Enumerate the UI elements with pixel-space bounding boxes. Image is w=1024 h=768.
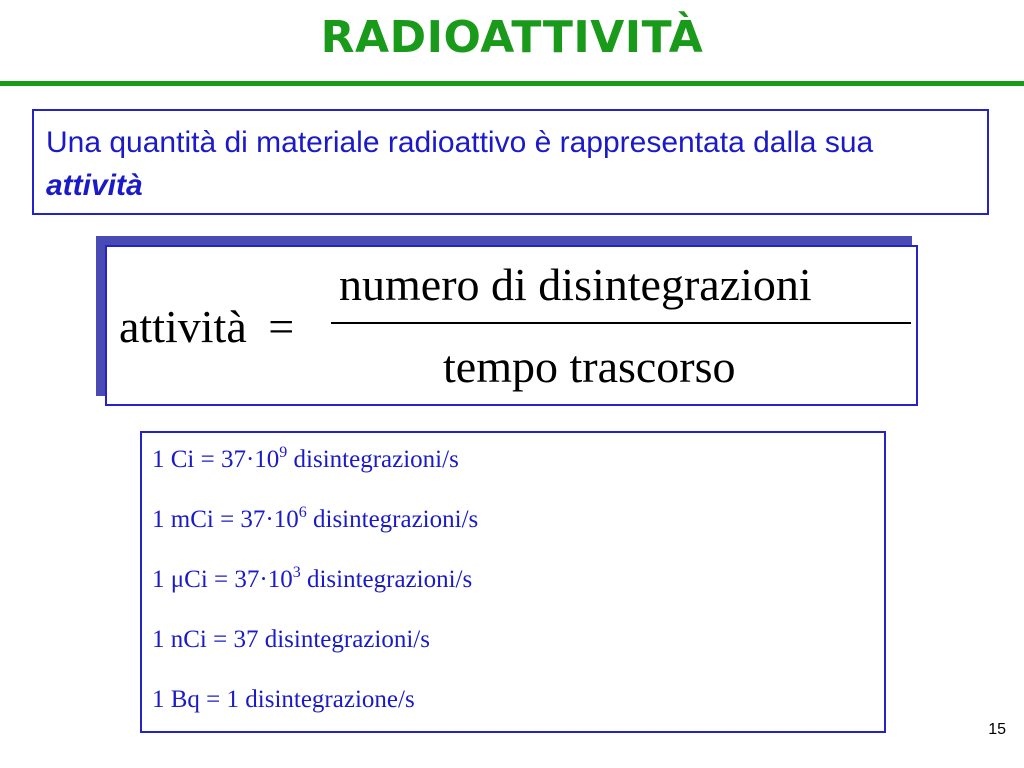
unit-exponent: 3 [292,564,301,581]
unit-exponent: 9 [279,444,288,461]
unit-text: 1 Bq = 1 disintegrazione/s [152,686,415,713]
formula-numerator: numero di disintegrazioni [339,259,812,310]
unit-text: disintegrazioni/s [300,566,473,593]
unit-text: 1 mCi = 37·10 [152,506,299,533]
unit-text: disintegrazioni/s [306,506,479,533]
formula-denominator: tempo trascorso [443,341,736,392]
unit-line-mci [152,503,874,563]
formula-lhs-label: attività [119,301,247,352]
unit-text: disintegrazioni/s [287,446,459,473]
unit-line-bq [152,683,874,743]
definition-text: Una quantità di materiale radioattivo è rappresentata dalla sua [46,126,874,159]
page-number: 15 [988,721,1006,738]
unit-text: 1 μCi = 37·10 [152,566,293,593]
fraction-bar [331,322,911,324]
unit-line-uci [152,563,874,623]
unit-text: 1 Ci = 37·10 [152,446,280,473]
unit-exponent: 6 [298,504,307,521]
slide-title: RADIOATTIVITÀ [320,12,704,63]
formula-lhs [119,299,294,355]
definition-box [32,109,989,215]
unit-text: 1 nCi = 37 disintegrazioni/s [152,626,430,653]
title-divider [0,81,1024,86]
formula-box [105,245,918,406]
definition-emphasis: attività [46,169,143,202]
unit-line-nci [152,623,874,683]
units-box [140,431,886,733]
formula-equals-sign: = [268,301,295,352]
unit-line-ci [152,443,874,503]
